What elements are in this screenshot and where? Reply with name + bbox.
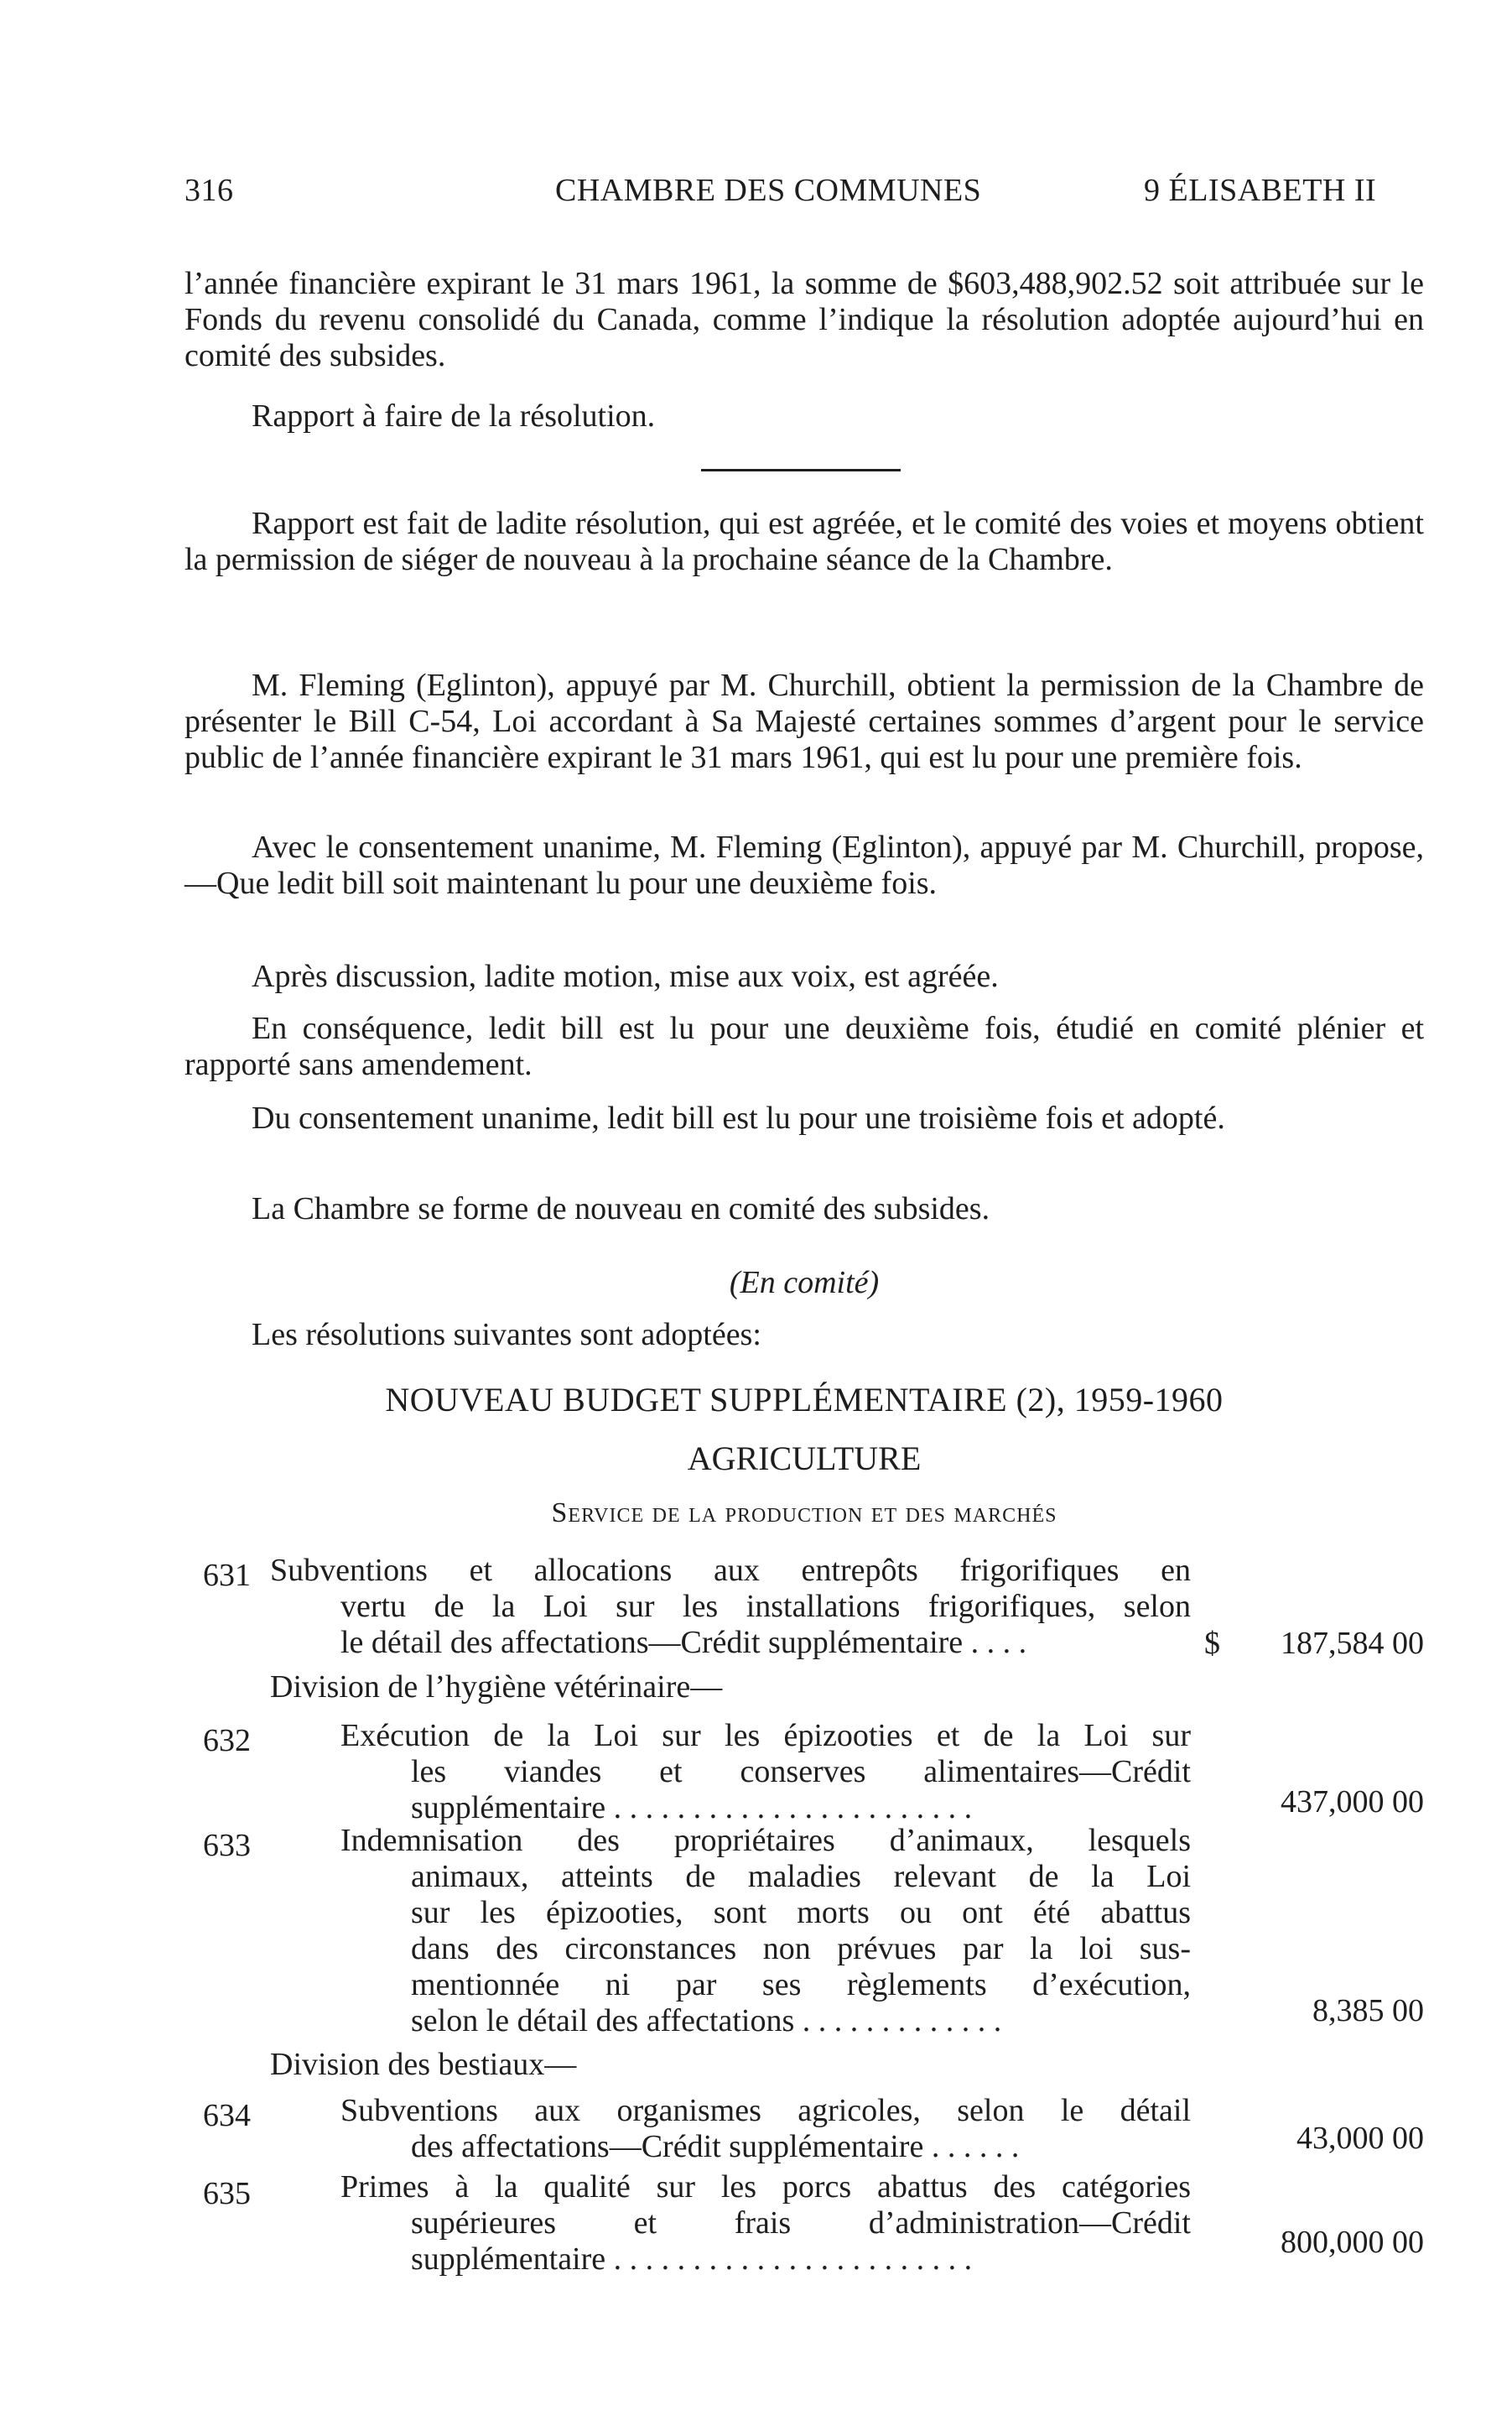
item-number: 631 [203, 1558, 251, 1593]
item-line: supplémentaire . . . . . . . . . . . . . . . . . . . . . . . [411, 1790, 973, 1825]
item-line: supplémentaire . . . . . . . . . . . . . . . . . . . . . . . [411, 2241, 973, 2277]
item-amount: 8,385 00 [1312, 1993, 1424, 2028]
item-number: 632 [203, 1723, 251, 1758]
budget-item-631 [270, 1553, 1191, 1661]
separator-rule [701, 469, 901, 471]
paragraph-7: En conséquence, ledit bill est lu pour une deuxième fois, étudié en comité plénier et rapporté sans amendement. [184, 1011, 1424, 1082]
item-line: dans des circonstances non prévues par la loi sus- [411, 1931, 1191, 1966]
paragraph-8: Du consentement unanime, ledit bill est lu pour une troisième fois et adopté. [252, 1101, 1225, 1136]
paragraph-3: Rapport est fait de ladite résolution, qui est agréée, et le comité des voies et moyens obtient la permission de siéger de nouveau à la prochaine séance de la Chambre. [184, 506, 1424, 577]
item-amount: 43,000 00 [1296, 2121, 1424, 2156]
service-heading: Service de la production et des marchés [551, 1497, 1057, 1528]
item-line: Subventions aux organismes agricoles, selon le détail [340, 2093, 1191, 2128]
item-number: 633 [203, 1828, 251, 1863]
item-line: Indemnisation des propriétaires d’animaux, lesquels [340, 1823, 1191, 1858]
department-heading: AGRICULTURE [687, 1439, 922, 1477]
item-line: le détail des affectations—Crédit supplémentaire . . . . [340, 1625, 1027, 1660]
paragraph-9: La Chambre se forme de nouveau en comité des subsides. [252, 1191, 990, 1226]
item-line: mentionnée ni par ses règlements d’exécution, [411, 1967, 1191, 2002]
item-line: Exécution de la Loi sur les épizooties et de la Loi sur [340, 1718, 1191, 1753]
budget-item-635 [340, 2169, 1191, 2277]
item-line: supérieures et frais d’administration—Crédit [411, 2205, 1191, 2241]
item-line: les viandes et conserves alimentaires—Crédit [411, 1754, 1191, 1789]
item-line: Primes à la qualité sur les porcs abattus des catégories [340, 2169, 1191, 2205]
paragraph-1: l’année financière expirant le 31 mars 1961, la somme de $603,488,902.52 soit attribuée sur le Fonds du revenu consolidé du Canada, comme l’indique la résolution adoptée aujourd’hui en comité des subsides. [184, 266, 1424, 373]
item-line: vertu de la Loi sur les installations frigorifiques, selon [340, 1589, 1191, 1624]
budget-item-633 [340, 1823, 1191, 2039]
paragraph-6: Après discussion, ladite motion, mise aux voix, est agréée. [252, 959, 999, 994]
budget-item-632 [340, 1718, 1191, 1826]
paragraph-10: Les résolutions suivantes sont adoptées: [252, 1317, 761, 1352]
division-heading-vet: Division de l’hygiène vétérinaire— [270, 1669, 723, 1705]
regnal-year: 9 ÉLISABETH II [1144, 173, 1377, 208]
item-line: selon le détail des affectations . . . . . . . . . . . . . [411, 2003, 1002, 2038]
item-amount: 437,000 00 [1281, 1784, 1424, 1819]
item-amount: 187,584 00 [1281, 1626, 1424, 1661]
division-heading-livestock: Division des bestiaux— [270, 2047, 577, 2082]
item-number: 635 [203, 2176, 251, 2211]
item-line: Subventions et allocations aux entrepôts frigorifiques en [270, 1553, 1191, 1588]
item-line: sur les épizooties, sont morts ou ont été abattus [411, 1895, 1191, 1930]
paragraph-5: Avec le consentement unanime, M. Fleming (Eglinton), appuyé par M. Churchill, propose,—Que ledit bill soit maintenant lu pour une deuxième fois. [184, 830, 1424, 901]
in-committee-note: (En comité) [729, 1265, 880, 1300]
item-line: des affectations—Crédit supplémentaire . . . . . . [411, 2129, 1020, 2164]
budget-item-634 [340, 2093, 1191, 2165]
running-title: CHAMBRE DES COMMUNES [555, 173, 982, 208]
item-number: 634 [203, 2098, 251, 2133]
paragraph-2: Rapport à faire de la résolution. [252, 398, 656, 434]
item-amount: 800,000 00 [1281, 2225, 1424, 2260]
page-number: 316 [184, 173, 234, 208]
budget-title: NOUVEAU BUDGET SUPPLÉMENTAIRE (2), 1959-1960 [385, 1381, 1224, 1419]
currency-symbol: $ [1204, 1626, 1220, 1661]
item-line: animaux, atteints de maladies relevant de la Loi [411, 1859, 1191, 1894]
paragraph-4: M. Fleming (Eglinton), appuyé par M. Churchill, obtient la permission de la Chambre de présenter le Bill C-54, Loi accordant à Sa Majesté certaines sommes d’argent pour le service public de l’année financière expirant le 31 mars 1961, qui est lu pour une première fois. [184, 668, 1424, 775]
